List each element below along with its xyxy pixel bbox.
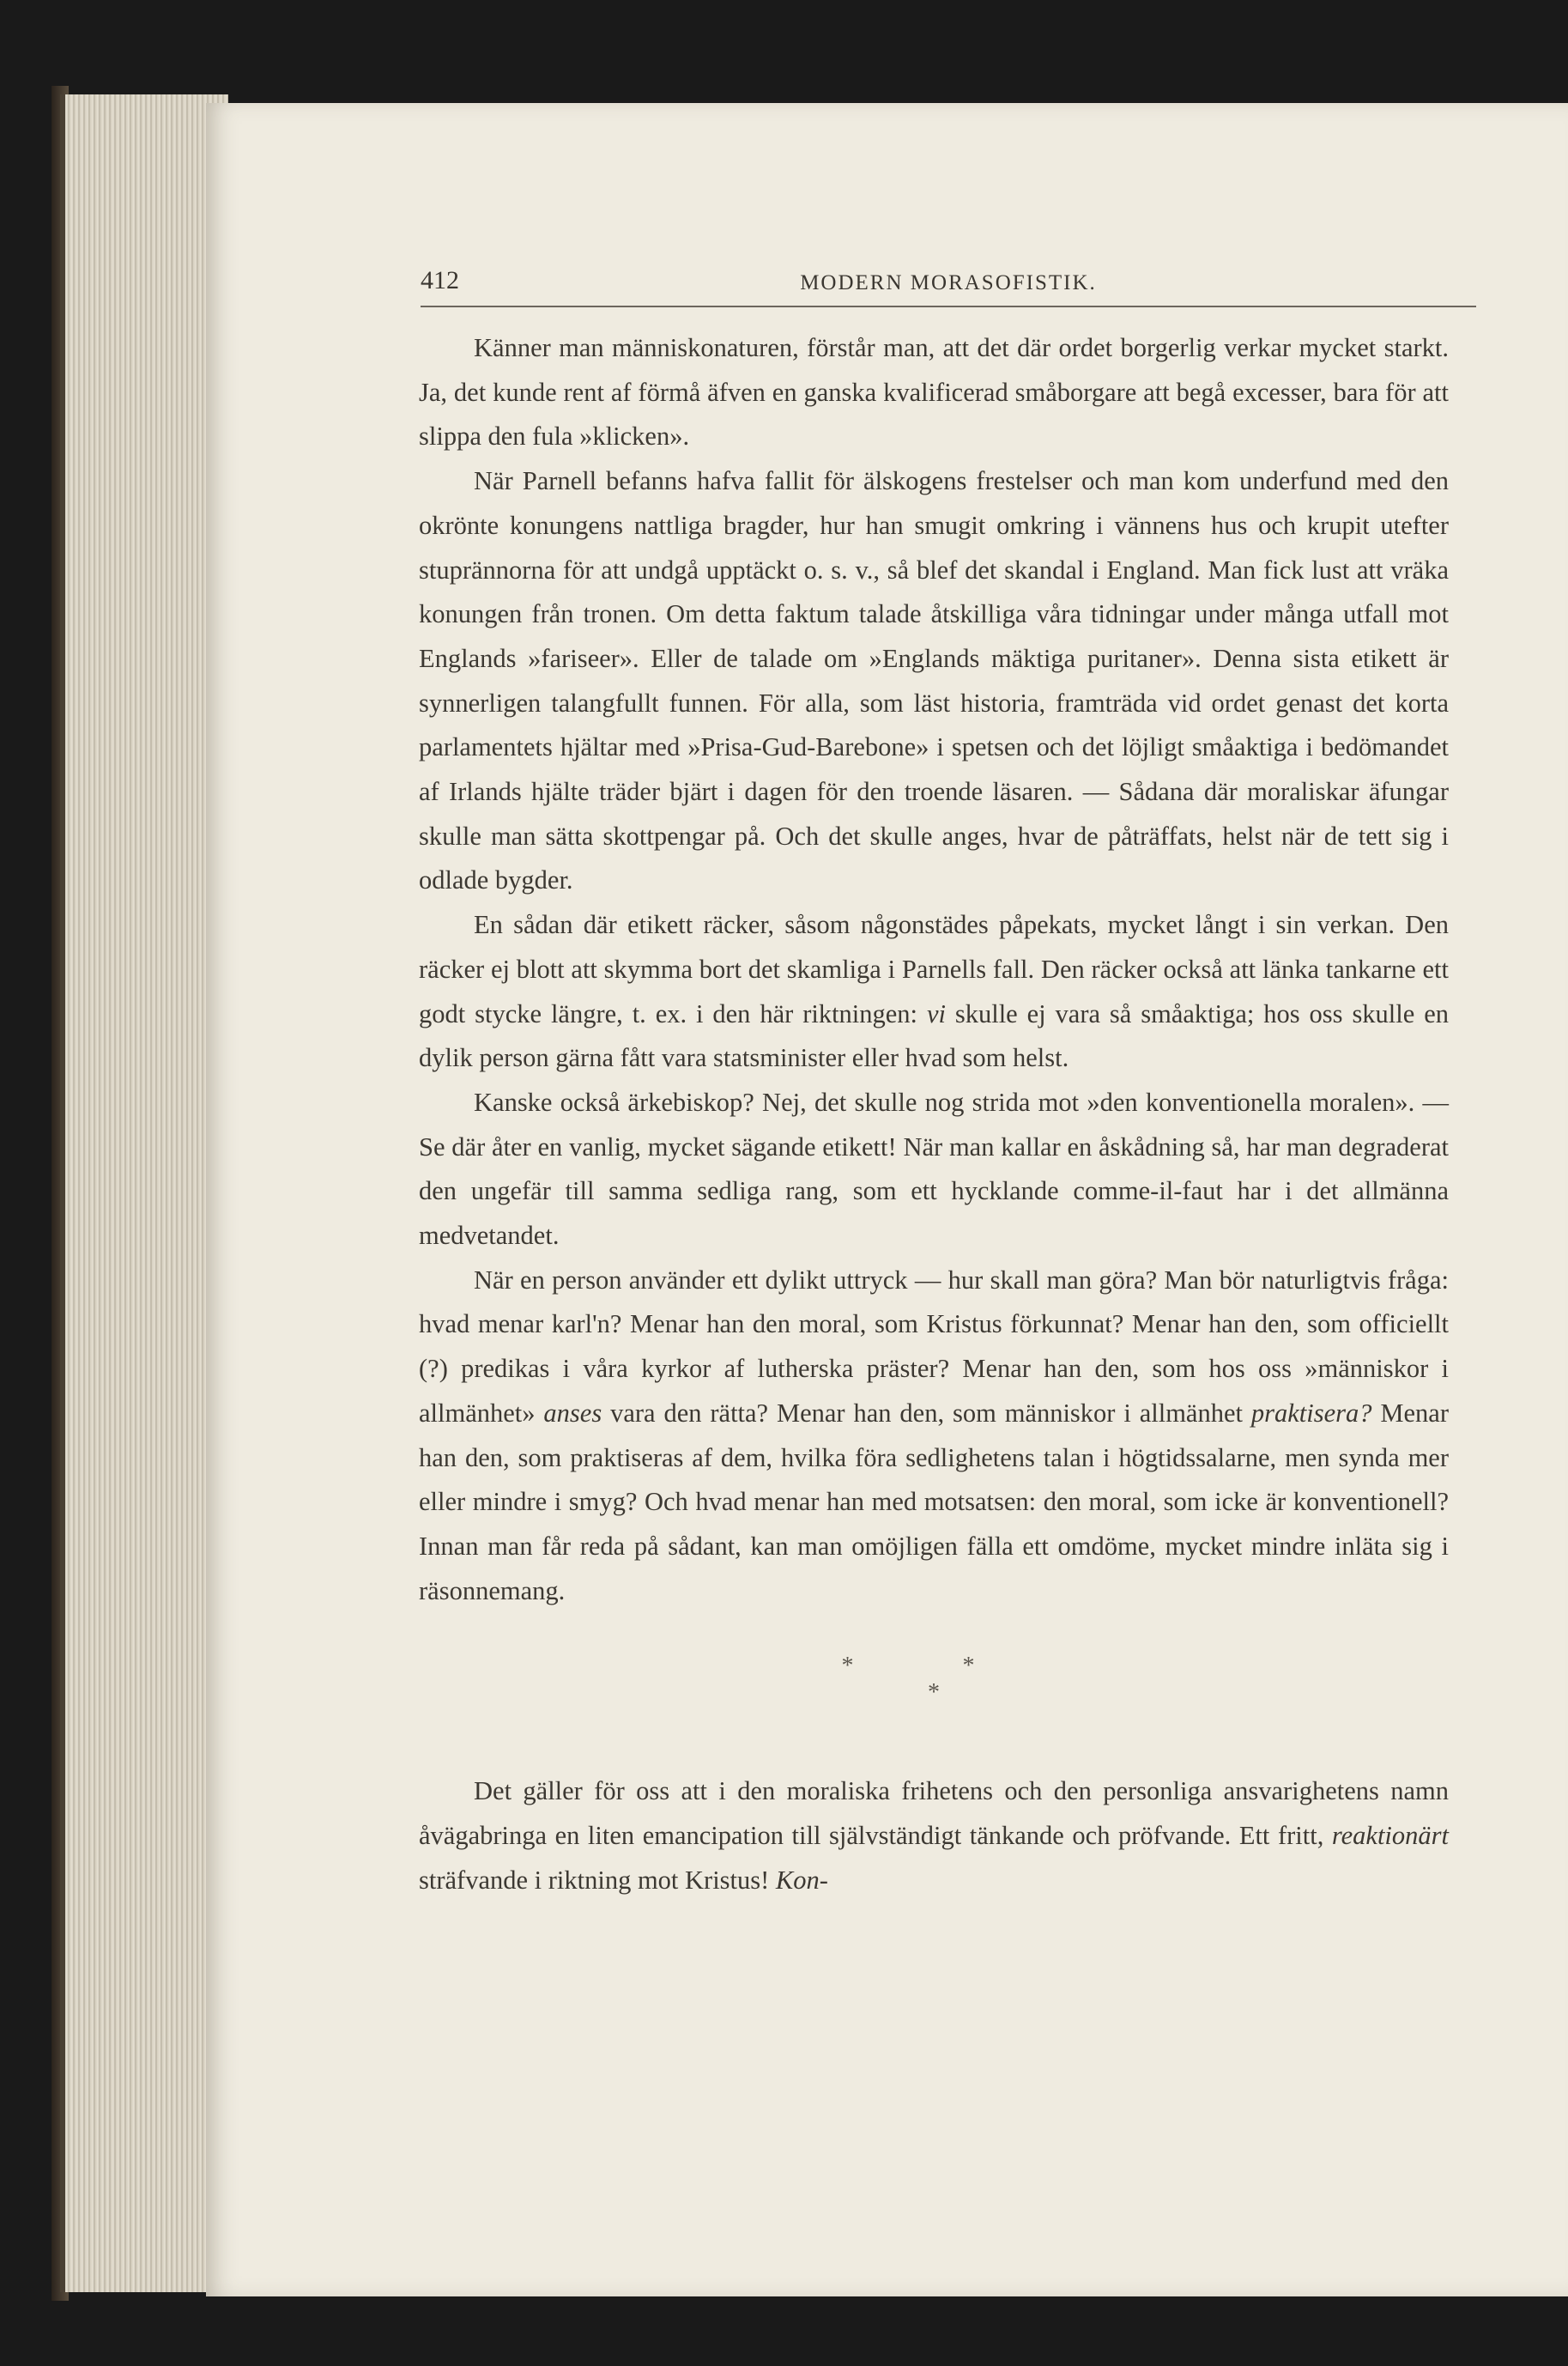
- running-title: MODERN MORASOFISTIK.: [800, 271, 1097, 294]
- page-header: [421, 266, 1476, 307]
- page-edges: [60, 94, 228, 2292]
- emphasis: anses: [543, 1398, 602, 1428]
- paragraph-5: När en person använder ett dylikt uttryck — hur skall man göra? Man bör naturligtvis fråga: hvad menar karl'n? Menar han den moral, som Kristus förkunnat? Menar han den, som officiellt (?) predikas i våra kyrkor af lutherska präster? Menar han den, som hos oss »människor i allmänhet» anses vara den rätta? Menar han den, som människor i allmänhet praktisera? Menar han den, som praktiseras af dem, hvilka föra sedlighetens talan i högtidssalarne, men synda mer eller mindre i smyg? Och hvad menar han med motsatsen: den moral, som icke är konventionell? Innan man får reda på sådant, kan man omöjligen fälla ett omdöme, mycket mindre inläta sig i räsonnemang.: [419, 1265, 1449, 1605]
- asterism-bottom: *: [928, 1679, 940, 1707]
- section-gap: [419, 1613, 1449, 1651]
- final-paragraph: Det gäller för oss att i den moraliska frihetens och den personliga ansvarighetens namn åvägabringa en liten emancipation till självständigt tänkande och pröfvande. Ett fritt, reaktionärt sträfvande i riktning mot Kristus! Kon-: [419, 1776, 1449, 1895]
- paragraph-3: En sådan där etikett räcker, såsom någonstädes påpekats, mycket långt i sin verkan. Den räcker ej blott att skymma bort det skamliga i Parnells fall. Den räcker också att länka tankarne ett godt stycke längre, t. ex. i den här riktningen: vi skulle ej vara så småaktiga; hos oss skulle en dylik person gärna fått vara statsminister eller hvad som helst.: [419, 910, 1449, 1073]
- asterism-top: * *: [841, 1653, 1026, 1680]
- paragraph-1: Känner man människonaturen, förstår man, att det där ordet borgerlig verkar mycket starkt. Ja, det kunde rent af förmå äfven en ganska kvalificerad småborgare att begå excesser, bara för att slippa den fula »klicken».: [419, 333, 1449, 452]
- emphasis: praktisera?: [1250, 1398, 1372, 1428]
- emphasis: vi: [926, 998, 946, 1028]
- page-number: 412: [421, 266, 459, 294]
- paragraph-4: Kanske också ärkebiskop? Nej, det skulle nog strida mot »den konventionella moralen». — Se där åter en vanlig, mycket sägande etikett! När man kallar en åskådning så, har man degraderat den ungefär till samma sedliga rang, som ett hycklande comme-il-faut har i det allmänna medvetandet.: [419, 1087, 1449, 1251]
- emphasis: reaktionärt: [1331, 1821, 1449, 1851]
- emphasis: Kon-: [775, 1865, 828, 1895]
- body-text: [419, 326, 1449, 1903]
- paragraph-2: När Parnell befanns hafva fallit för älskogens frestelser och man kom underfund med den okrönte konungens nattliga bragder, hur han smugit omkring i vännens hus och krupit utefter stuprännorna för att undgå upptäckt o. s. v., så blef det skandal i England. Man fick lust att vräka konungen från tronen. Om detta faktum talade åtskilliga våra tidningar under många utfall mot Englands »fariseer». Eller de talade om »Englands mäktiga puritaner». Denna sista etikett är synnerligen talangfullt funnen. För alla, som läst historia, framträda vid ordet genast det korta parlamentets hjältar med »Prisa-Gud-Barebone» i spetsen och det löjligt småaktiga i bedömandet af Irlands hjälte träder bjärt i dagen för den troende läsaren. — Sådana där moraliskar äfungar skulle man sätta skottpengar på. Och det skulle anges, hvar de påträffats, helst när de tett sig i odlade bygder.: [419, 466, 1449, 895]
